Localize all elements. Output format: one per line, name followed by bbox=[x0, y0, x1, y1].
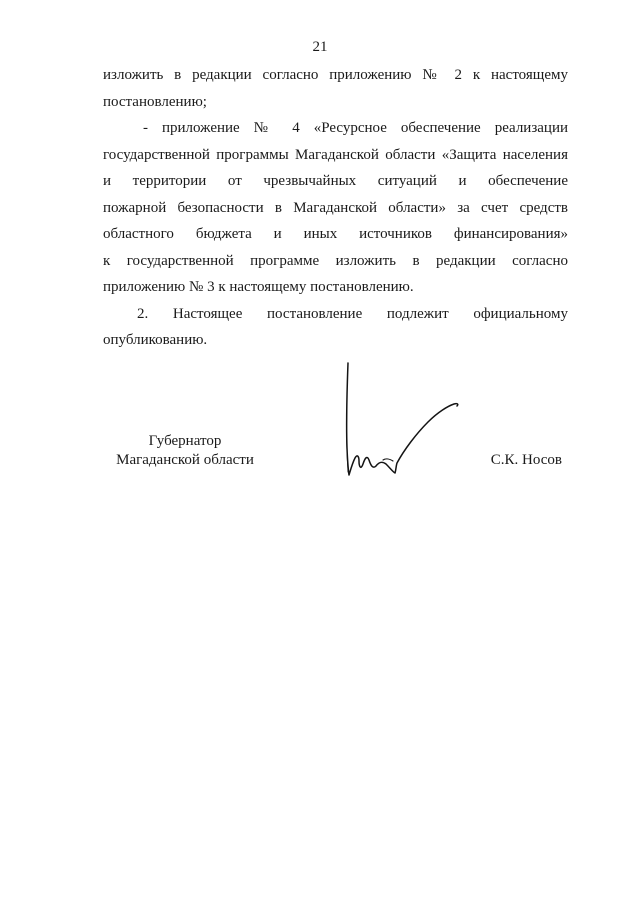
paragraph-1 bbox=[103, 62, 568, 115]
text-line: приложению № 3 к настоящему постановлению. bbox=[103, 279, 414, 295]
text-line: 2. Настоящее постановление подлежит официальному bbox=[137, 305, 568, 322]
paragraph-2 bbox=[103, 115, 568, 301]
handwritten-signature bbox=[334, 360, 464, 485]
document-body bbox=[103, 62, 568, 354]
text-line: и территории от чрезвычайных ситуаций и обеспечение bbox=[103, 173, 568, 189]
text-line: - приложение № 4 «Ресурсное обеспечение реализации bbox=[143, 120, 568, 136]
signer-position-line-1: Губернатор bbox=[148, 433, 222, 449]
signer-position bbox=[105, 432, 265, 470]
text-line: постановлению; bbox=[103, 93, 207, 110]
text-line: областного бюджета и иных источников финансирования» bbox=[103, 226, 568, 242]
page-number: 21 bbox=[312, 39, 328, 55]
signature-block bbox=[0, 360, 640, 500]
text-line: к государственной программе изложить в редакции согласно bbox=[103, 252, 568, 269]
paragraph-3 bbox=[103, 301, 568, 354]
signer-name: С.К. Носов bbox=[490, 452, 562, 468]
text-line: пожарной безопасности в Магаданской области» за счет средств bbox=[103, 199, 568, 216]
text-line: изложить в редакции согласно приложению № 2 к настоящему bbox=[103, 67, 568, 83]
signer-position-line-2: Магаданской области bbox=[116, 452, 254, 468]
text-line: государственной программы Магаданской области «Защита населения bbox=[103, 146, 568, 163]
text-line: опубликованию. bbox=[103, 332, 208, 348]
